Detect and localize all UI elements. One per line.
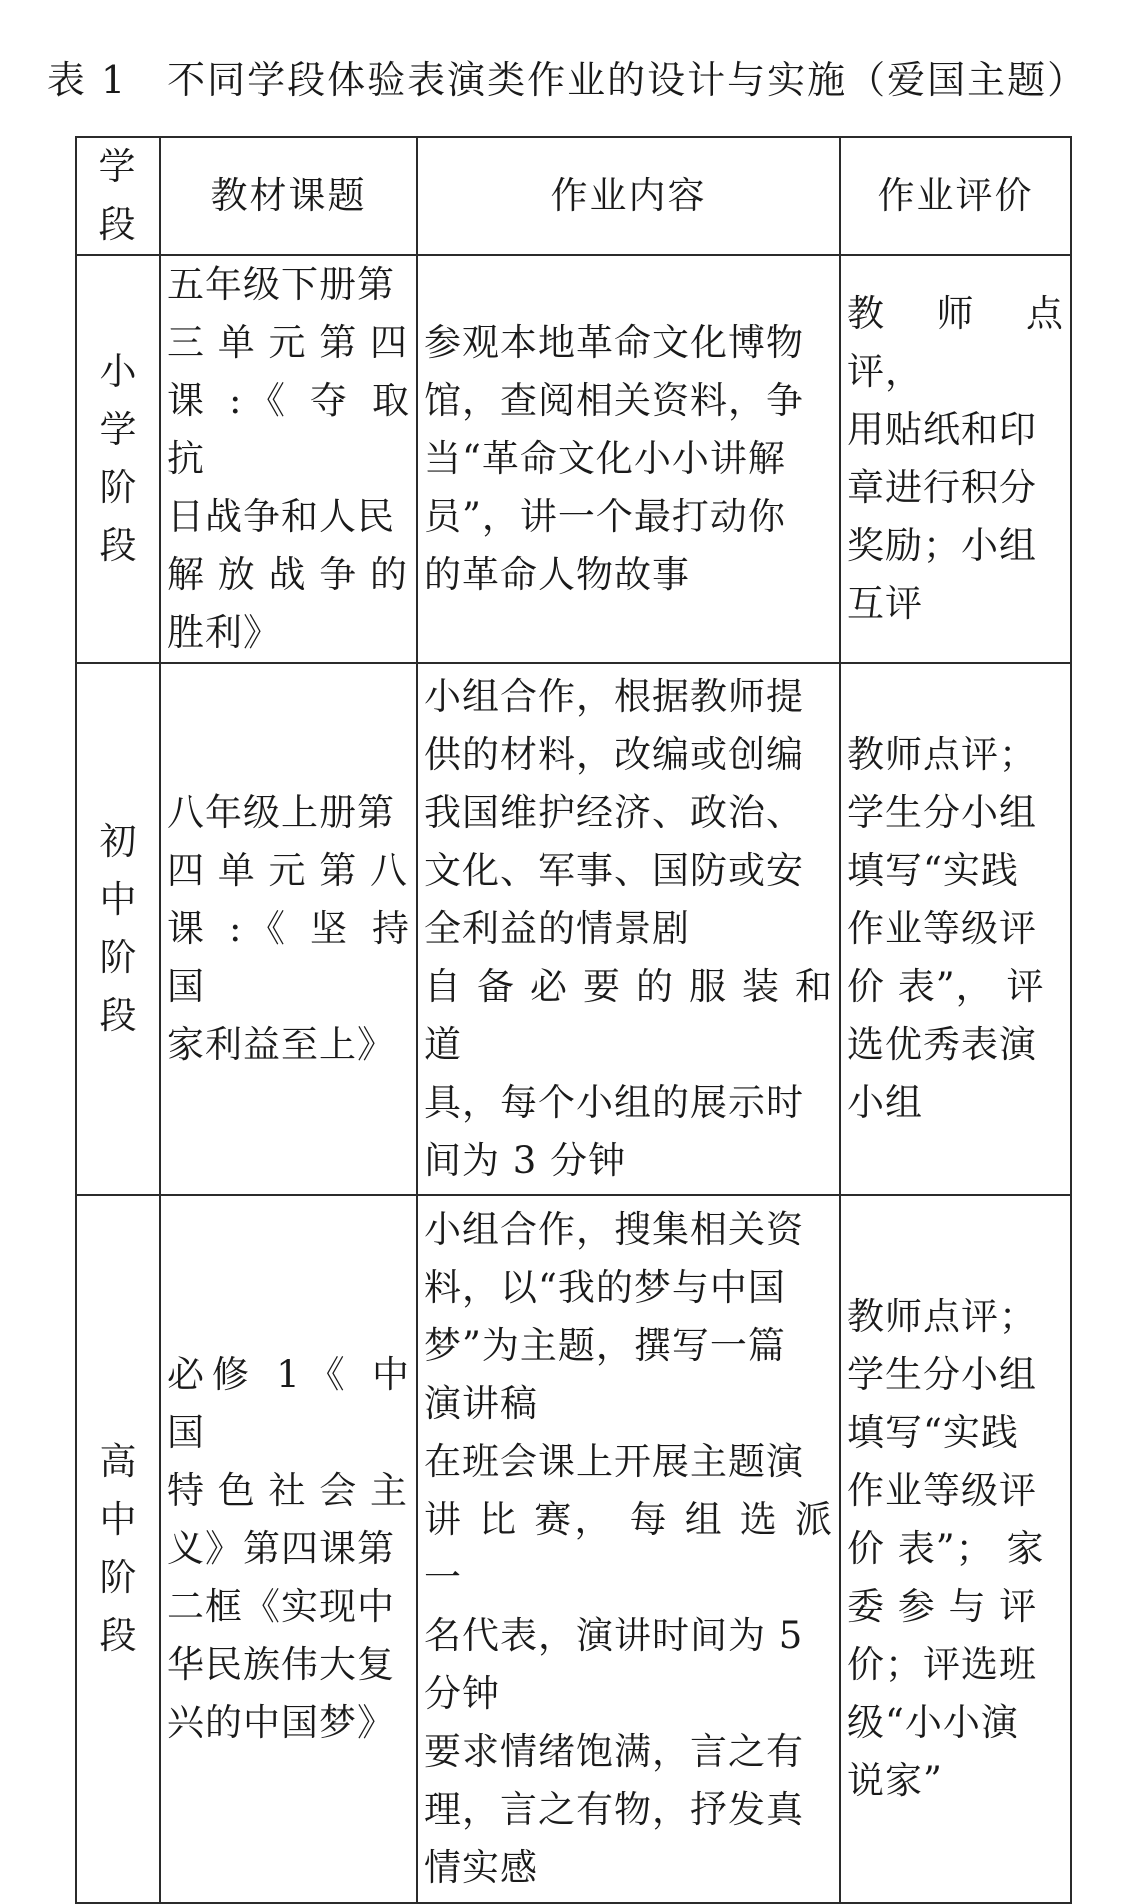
table-row-senior <box>76 1195 1071 1903</box>
table-row-junior <box>76 663 1071 1195</box>
header-row <box>76 137 1071 255</box>
cell-lesson: 五年级下册第 三 单 元 第 四 课 :《 夺 取 抗 日战争和人民 解 放 战 争 的 胜利》 <box>160 255 417 663</box>
cell-lesson: 必修 1《 中 国 特 色 社 会 主 义》第四课第 二框《实现中 华民族伟大复 兴的中国梦》 <box>160 1195 417 1903</box>
cell-content: 小组合作，根据教师提 供的材料，改编或创编 我国维护经济、政治、 文化、军事、国防或安 全利益的情景剧 自 备 必 要 的 服 装 和 道 具，每个小组的展示时 间为 3 分钟 <box>417 663 840 1195</box>
assignment-table <box>75 136 1072 1904</box>
cell-evaluation: 教师点评； 学生分小组 填写“实践 作业等级评 价 表”； 家 委 参 与 评 价；评选班 级“小小演 说家” <box>840 1195 1071 1903</box>
header-stage: 学段 <box>76 137 160 255</box>
cell-evaluation: 教师点评； 学生分小组 填写“实践 作业等级评 价 表”， 评 选优秀表演 小组 <box>840 663 1071 1195</box>
cell-content: 参观本地革命文化博物 馆，查阅相关资料，争 当“革命文化小小讲解 员”，讲一个最打动你 的革命人物故事 <box>417 255 840 663</box>
cell-stage: 高 中 阶 段 <box>76 1195 160 1903</box>
header-lesson: 教材课题 <box>160 137 417 255</box>
cell-lesson: 八年级上册第 四 单 元 第 八 课 :《 坚 持 国 家利益至上》 <box>160 663 417 1195</box>
cell-content: 小组合作，搜集相关资 料，以“我的梦与中国 梦”为主题，撰写一篇 演讲稿 在班会课上开展主题演 讲 比 赛， 每 组 选 派 一 名代表，演讲时间为 5 分钟 要求情绪饱满，言之有 理，言之有物，抒发真 情实感 <box>417 1195 840 1903</box>
header-content: 作业内容 <box>417 137 840 255</box>
header-evaluation: 作业评价 <box>840 137 1071 255</box>
cell-stage: 初 中 阶 段 <box>76 663 160 1195</box>
table-caption: 表 1 不同学段体验表演类作业的设计与实施（爱国主题） <box>46 58 1088 102</box>
cell-stage: 小 学 阶 段 <box>76 255 160 663</box>
cell-evaluation: 教 师 点 评， 用贴纸和印 章进行积分 奖励；小组 互评 <box>840 255 1071 663</box>
table-row-primary <box>76 255 1071 663</box>
